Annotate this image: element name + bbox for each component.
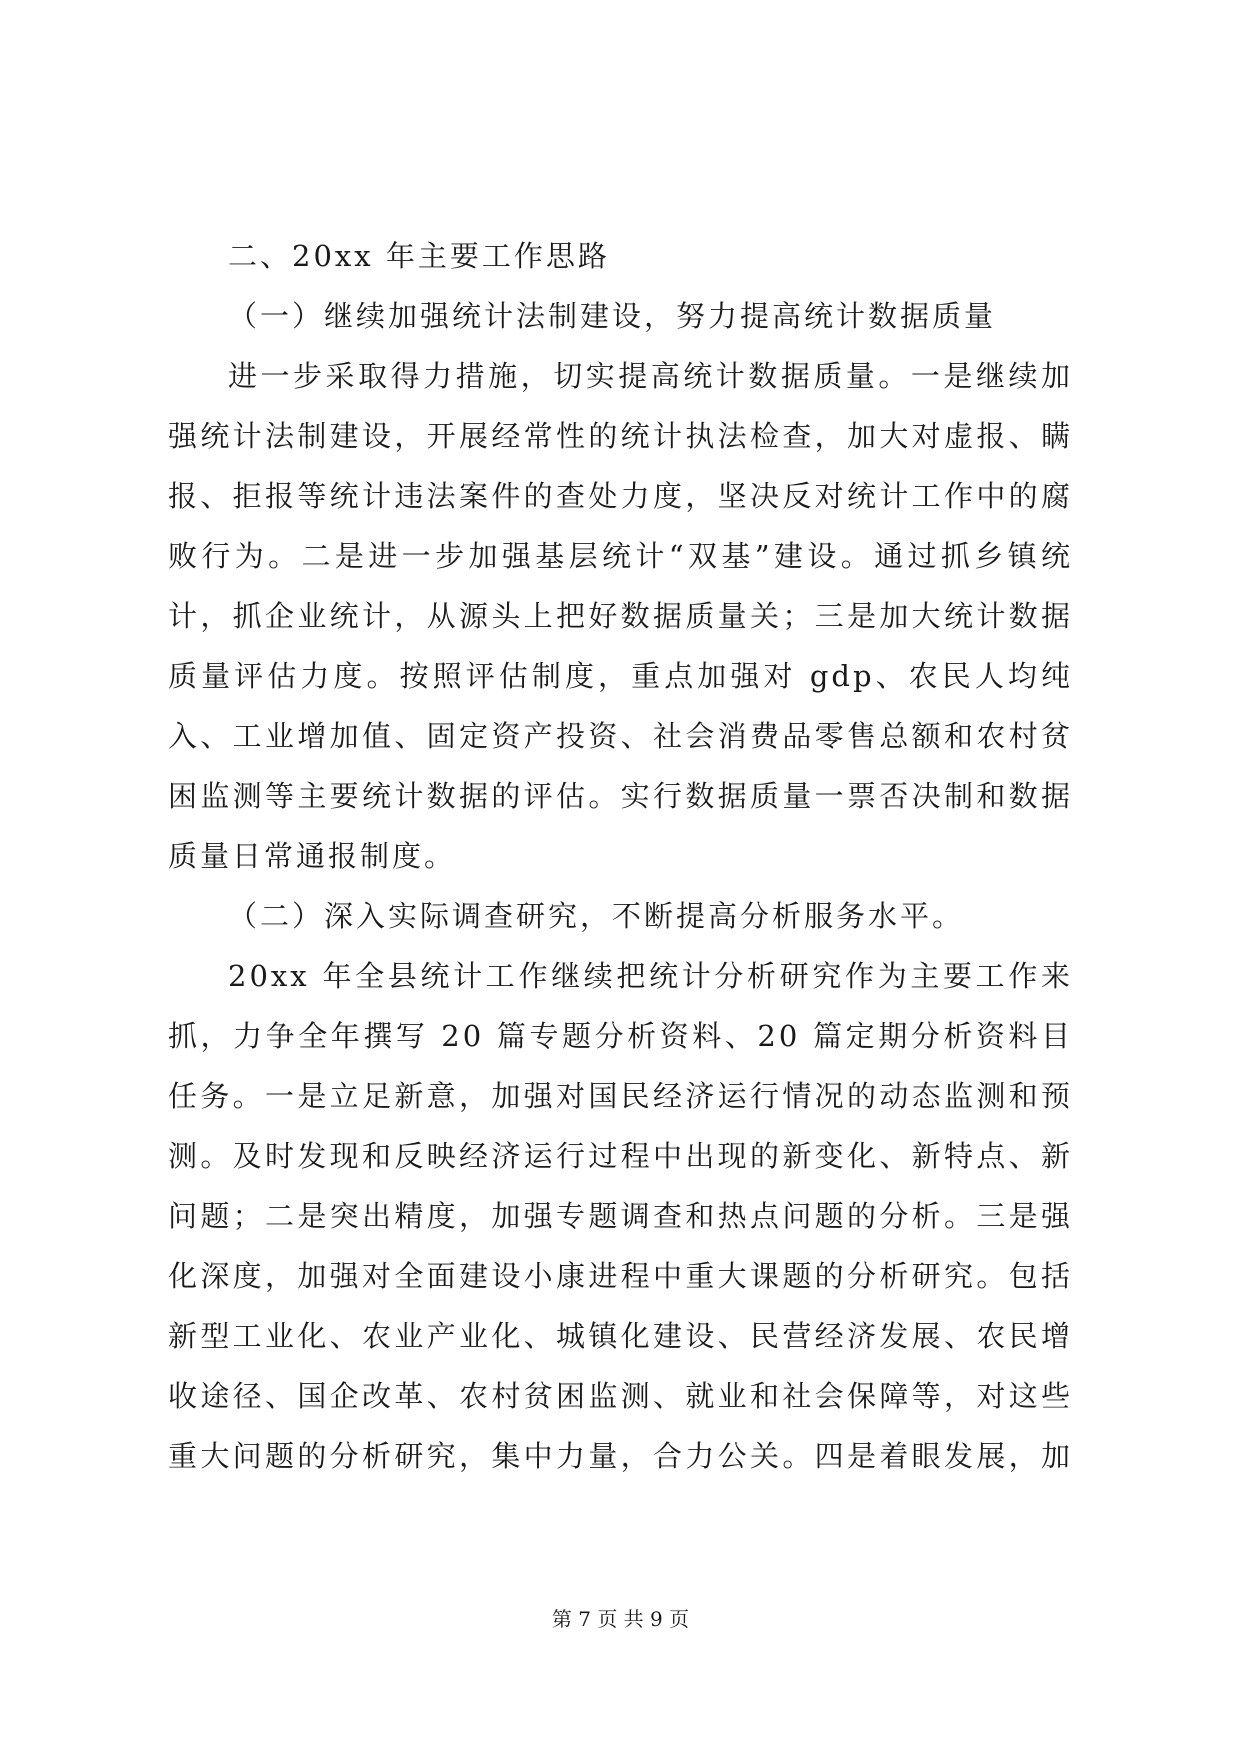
paragraph-line: 问题；二是突出精度，加强专题调查和热点问题的分析。三是强 <box>168 1199 1073 1233</box>
paragraph-line: 强统计法制建设，开展经常性的统计执法检查，加大对虚报、瞒 <box>168 419 1073 453</box>
paragraph-line: 20xx 年全县统计工作继续把统计分析研究作为主要工作来 <box>228 959 1073 993</box>
paragraph-line: 重大问题的分析研究，集中力量，合力公关。四是着眼发展，加 <box>168 1439 1073 1473</box>
paragraph-line: 计，抓企业统计，从源头上把好数据质量关；三是加大统计数据 <box>168 599 1073 633</box>
paragraph-line: 进一步采取得力措施，切实提高统计数据质量。一是继续加 <box>228 359 1073 393</box>
page-number-footer: 第 7 页 共 9 页 <box>551 1607 690 1631</box>
section-heading: 二、20xx 年主要工作思路 <box>228 239 610 273</box>
paragraph-line: 新型工业化、农业产业化、城镇化建设、民营经济发展、农民增 <box>168 1319 1073 1353</box>
subsection-heading-2: （二）深入实际调查研究，不断提高分析服务水平。 <box>228 899 965 933</box>
paragraph-line: 化深度，加强对全面建设小康进程中重大课题的分析研究。包括 <box>168 1259 1073 1293</box>
paragraph-line: 败行为。二是进一步加强基层统计“双基”建设。通过抓乡镇统 <box>168 539 1073 573</box>
paragraph-line: 收途径、国企改革、农村贫困监测、就业和社会保障等，对这些 <box>168 1379 1073 1413</box>
paragraph-line: 质量日常通报制度。 <box>168 839 457 873</box>
paragraph-line: 报、拒报等统计违法案件的查处力度，坚决反对统计工作中的腐 <box>168 479 1073 513</box>
paragraph-line: 抓，力争全年撰写 20 篇专题分析资料、20 篇定期分析资料目 <box>168 1019 1073 1053</box>
paragraph-line: 困监测等主要统计数据的评估。实行数据质量一票否决制和数据 <box>168 779 1073 813</box>
document-body <box>168 226 1073 1486</box>
paragraph-line: 任务。一是立足新意，加强对国民经济运行情况的动态监测和预 <box>168 1079 1073 1113</box>
paragraph-line: 质量评估力度。按照评估制度，重点加强对 gdp、农民人均纯 <box>168 659 1073 693</box>
subsection-heading-1: （一）继续加强统计法制建设，努力提高统计数据质量 <box>228 299 997 333</box>
paragraph-line: 入、工业增加值、固定资产投资、社会消费品零售总额和农村贫 <box>168 719 1073 753</box>
paragraph-line: 测。及时发现和反映经济运行过程中出现的新变化、新特点、新 <box>168 1139 1073 1173</box>
